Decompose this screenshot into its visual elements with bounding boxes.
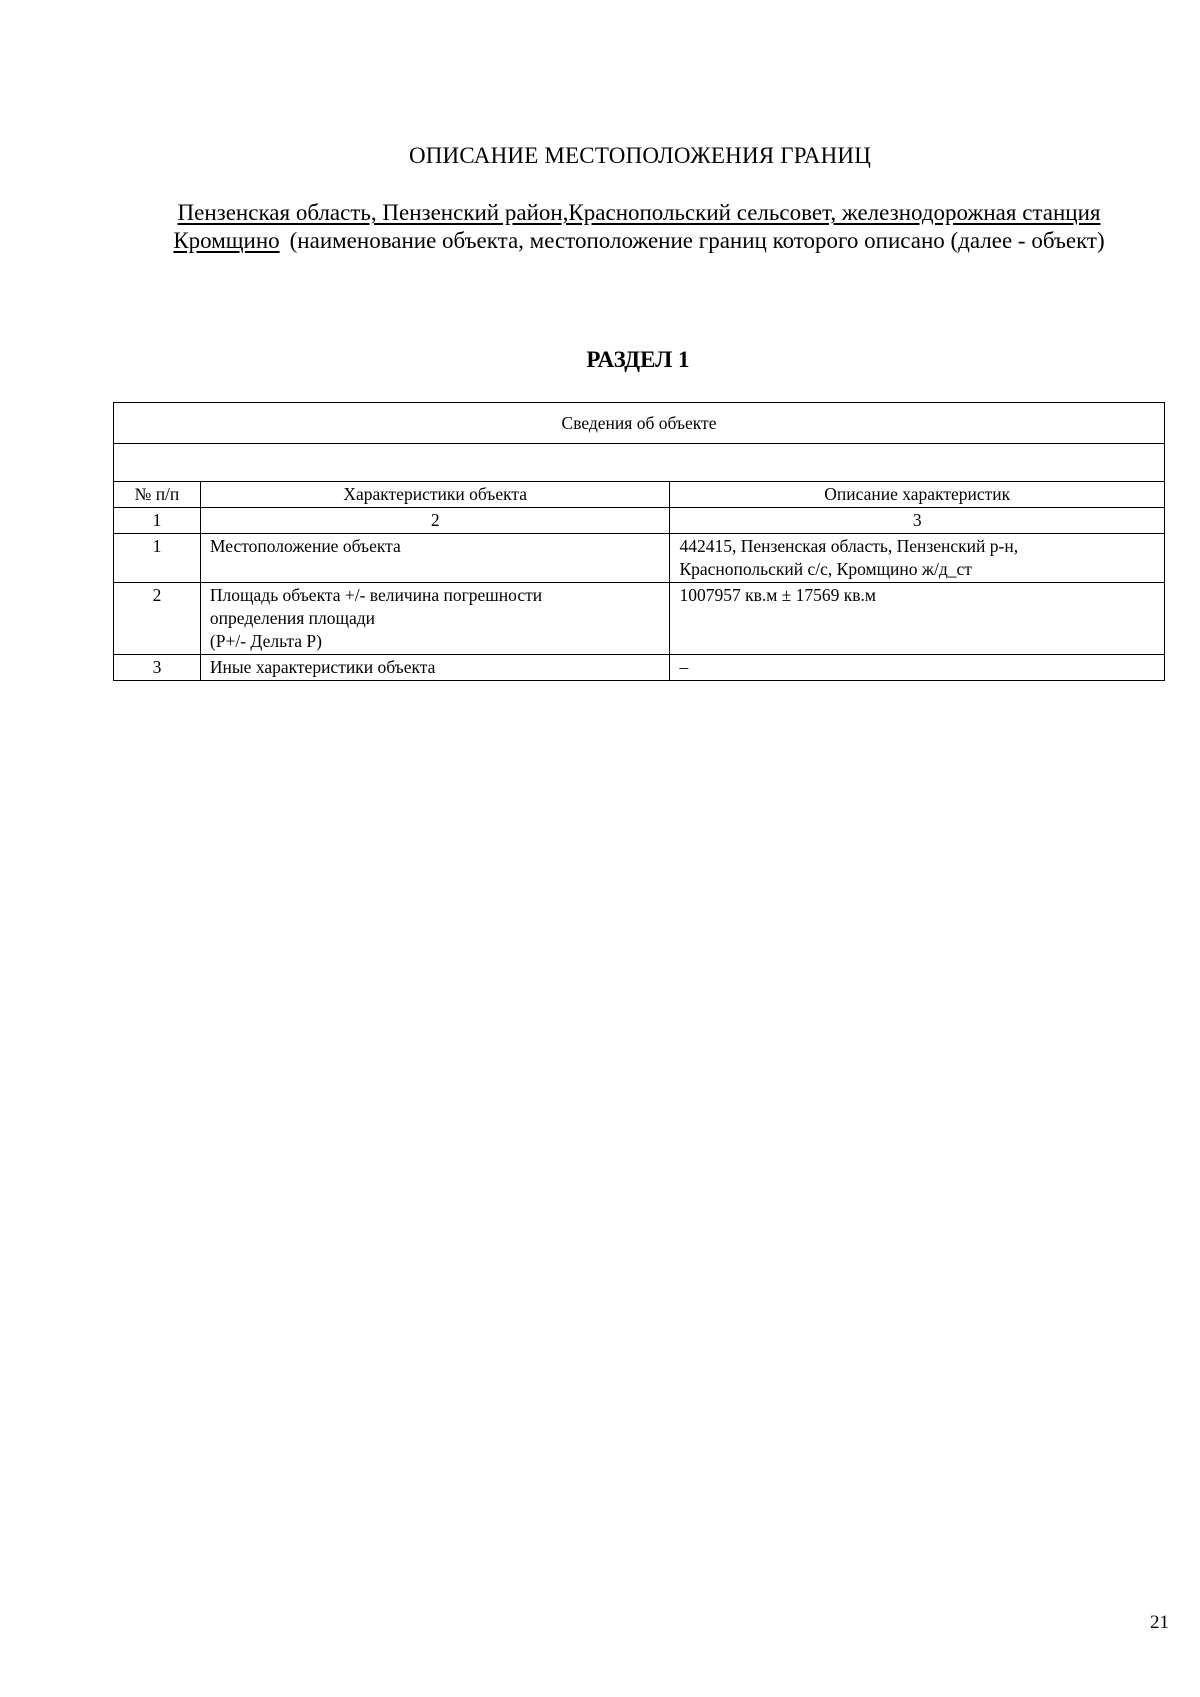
- table-row: [114, 534, 1165, 583]
- section-title: РАЗДЕЛ 1: [586, 347, 690, 372]
- row-number: 3: [114, 655, 201, 681]
- header-description: Описание характеристик: [670, 482, 1165, 508]
- row-characteristic: Местоположение объекта: [200, 534, 670, 583]
- column-number-row: [114, 508, 1165, 534]
- object-info-table: [113, 402, 1165, 681]
- table-header-row: [114, 482, 1165, 508]
- table-empty-row: [114, 444, 1165, 482]
- column-number-3: 3: [670, 508, 1165, 534]
- table-empty-cell: [114, 444, 1165, 482]
- column-number-2: 2: [200, 508, 670, 534]
- row-characteristic: [200, 583, 670, 655]
- object-description: [110, 199, 1168, 255]
- header-number: № п/п: [114, 482, 201, 508]
- characteristic-line: (Р+/- Дельта Р): [209, 631, 322, 651]
- description-line: 442415, Пензенская область, Пензенский р-н,: [679, 536, 1019, 556]
- column-number-1: 1: [114, 508, 201, 534]
- row-description: –: [670, 655, 1165, 681]
- row-number: 2: [114, 583, 201, 655]
- page-number: 21: [1150, 1612, 1169, 1633]
- characteristic-line: Площадь объекта +/- величина погрешности: [209, 585, 543, 605]
- object-name: Пензенская область, Пензенский район,Краснопольский сельсовет, железнодорожная станция Кромщино: [173, 200, 1101, 253]
- header-characteristic: Характеристики объекта: [200, 482, 670, 508]
- object-caption: (наименование объекта, местоположение границ которого описано (далее - объект): [289, 228, 1105, 253]
- document-title: ОПИСАНИЕ МЕСТОПОЛОЖЕНИЯ ГРАНИЦ: [408, 143, 872, 168]
- table-row: [114, 655, 1165, 681]
- table-row: [114, 583, 1165, 655]
- characteristic-line: определения площади: [209, 608, 376, 628]
- table-caption-row: [114, 403, 1165, 444]
- row-characteristic: Иные характеристики объекта: [200, 655, 670, 681]
- row-number: 1: [114, 534, 201, 583]
- row-description: 1007957 кв.м ± 17569 кв.м: [670, 583, 1165, 655]
- description-line: Краснопольский с/с, Кромщино ж/д_ст: [679, 559, 972, 579]
- row-description: [670, 534, 1165, 583]
- table-caption: Сведения об объекте: [114, 403, 1165, 444]
